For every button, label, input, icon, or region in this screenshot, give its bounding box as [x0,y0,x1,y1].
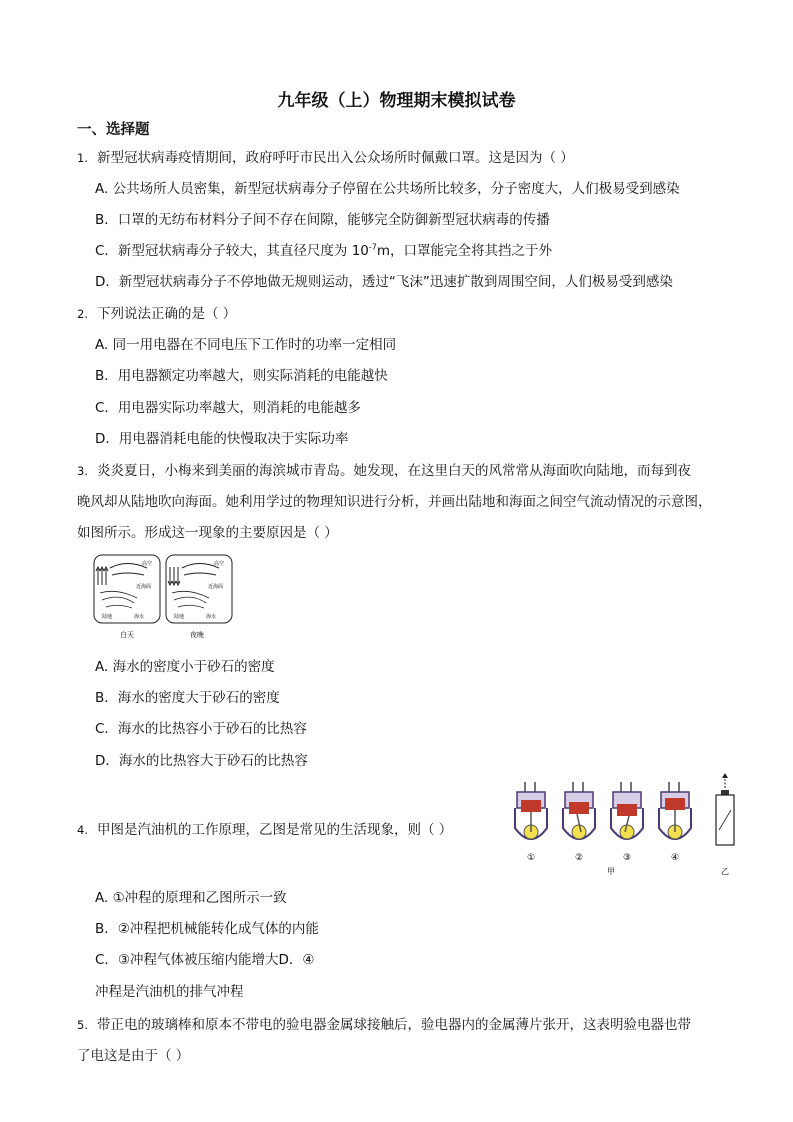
question-3-line-2: 晚风却从陆地吹向海面。她利用学过的物理知识进行分析，并画出陆地和海面之间空气流动情况的示意图， [77,494,712,510]
question-5 [77,1013,691,1033]
label-land: 陆地 [102,614,113,620]
q2-option-c: C．用电器实际功率越大，则消耗的电能越多 [95,400,361,416]
q1-option-d: D．新型冠状病毒分子不停地做无规则运动，透过“飞沫”迅速扩散到周围空间，人们极易受到感染 [95,274,673,290]
page-title: 九年级（上）物理期末模拟试卷 [277,91,516,111]
label-near-sea: 近海面 [208,584,224,590]
question-3 [77,459,691,479]
stroke-label: ① [527,853,536,863]
question-stem: 甲图是汽油机的工作原理，乙图是常见的生活现象，则（ ） [97,822,453,838]
question-stem: 新型冠状病毒疫情期间，政府呼吁市民出入公众场所时佩戴口罩。这是因为（ ） [97,150,574,166]
question-1 [77,146,574,166]
arrow-curve-icon [184,573,216,575]
label-sea: 海水 [206,614,217,620]
exponent: -7 [368,242,377,252]
q4-option-d-cont: 冲程是汽油机的排气冲程 [95,984,244,1000]
question-stem-line-1: 炎炎夏日，小梅来到美丽的海滨城市青岛。她发现，在这里白天的风常常从海面吹向陆地，而每到夜 [97,463,691,479]
label-high-altitude: 高空 [214,561,225,567]
q1-option-a: A. 公共场所人员密集，新型冠状病毒分子停留在公共场所比较多，分子密度大，人们极易受到感染 [95,181,680,197]
option-text: C．新型冠状病毒分子较大，其直径尺度为 10 [95,243,369,259]
down-arrows-icon [170,567,178,583]
question-2 [77,302,236,322]
question-number: 3. [77,464,88,478]
label-sea: 海水 [134,614,145,620]
question-number: 5. [77,1018,88,1032]
engine-stroke-2 [563,782,595,863]
q4-option-b: B．②冲程把机械能转化成气体的内能 [95,921,319,937]
question-3-line-3: 如图所示。形成这一现象的主要原因是（ ） [77,525,338,541]
question-4 [77,818,452,838]
q2-option-d: D．用电器消耗电能的快慢取决于实际功率 [95,431,349,447]
engine-stroke-1 [515,782,547,863]
up-arrows-icon [98,569,106,585]
stroke-label: ③ [623,853,632,863]
engine-figure [505,770,745,880]
q2-option-b: B．用电器额定功率越大，则实际消耗的电能越快 [95,368,388,384]
label-high-altitude: 高空 [142,561,153,567]
label-near-sea: 近海面 [136,584,152,590]
section-heading: 一、选择题 [77,122,150,138]
question-number: 4. [77,823,88,837]
q4-option-c: C．③冲程气体被压缩内能增大D．④ [95,952,315,968]
q3-option-b: B．海水的密度大于砂石的密度 [95,690,280,706]
q4-option-a: A. ①冲程的原理和乙图所示一致 [95,890,287,906]
q3-option-a: A. 海水的密度小于砂石的密度 [95,659,275,675]
q3-option-c: C．海水的比热容小于砂石的比热容 [95,721,307,737]
stroke-label: ② [575,853,584,863]
caption-day: 白天 [120,631,134,639]
engine-stroke-3 [611,782,643,863]
option-text-cont: m，口罩能完全将其挡之于外 [376,243,553,259]
engine-stroke-4 [659,782,691,863]
spray-can [716,773,734,845]
question-stem: 下列说法正确的是（ ） [97,306,237,322]
q3-option-d: D．海水的比热容大于砂石的比热容 [95,753,308,769]
question-number: 2. [77,307,88,321]
q2-option-a: A. 同一用电器在不同电压下工作时的功率一定相同 [95,337,397,353]
question-number: 1. [77,151,88,165]
q1-option-b: B．口罩的无纺布材料分子间不存在间隙，能够完全防御新型冠状病毒的传播 [95,212,550,228]
sea-breeze-figure [92,553,237,643]
caption-night: 夜晚 [190,631,204,639]
label-yi: 乙 [721,867,729,876]
daytime-panel [94,555,160,639]
question-5-line-2: 了电这是由于（ ） [77,1048,190,1064]
night-panel [166,555,232,639]
q1-option-c [95,239,552,259]
label-jia: 甲 [607,867,615,876]
label-land: 陆地 [174,614,185,620]
question-stem-line-1: 带正电的玻璃棒和原本不带电的验电器金属球接触后，验电器内的金属薄片张开，这表明验电器也带 [97,1017,691,1033]
arrow-curve-icon [112,573,144,575]
stroke-label: ④ [671,853,680,863]
